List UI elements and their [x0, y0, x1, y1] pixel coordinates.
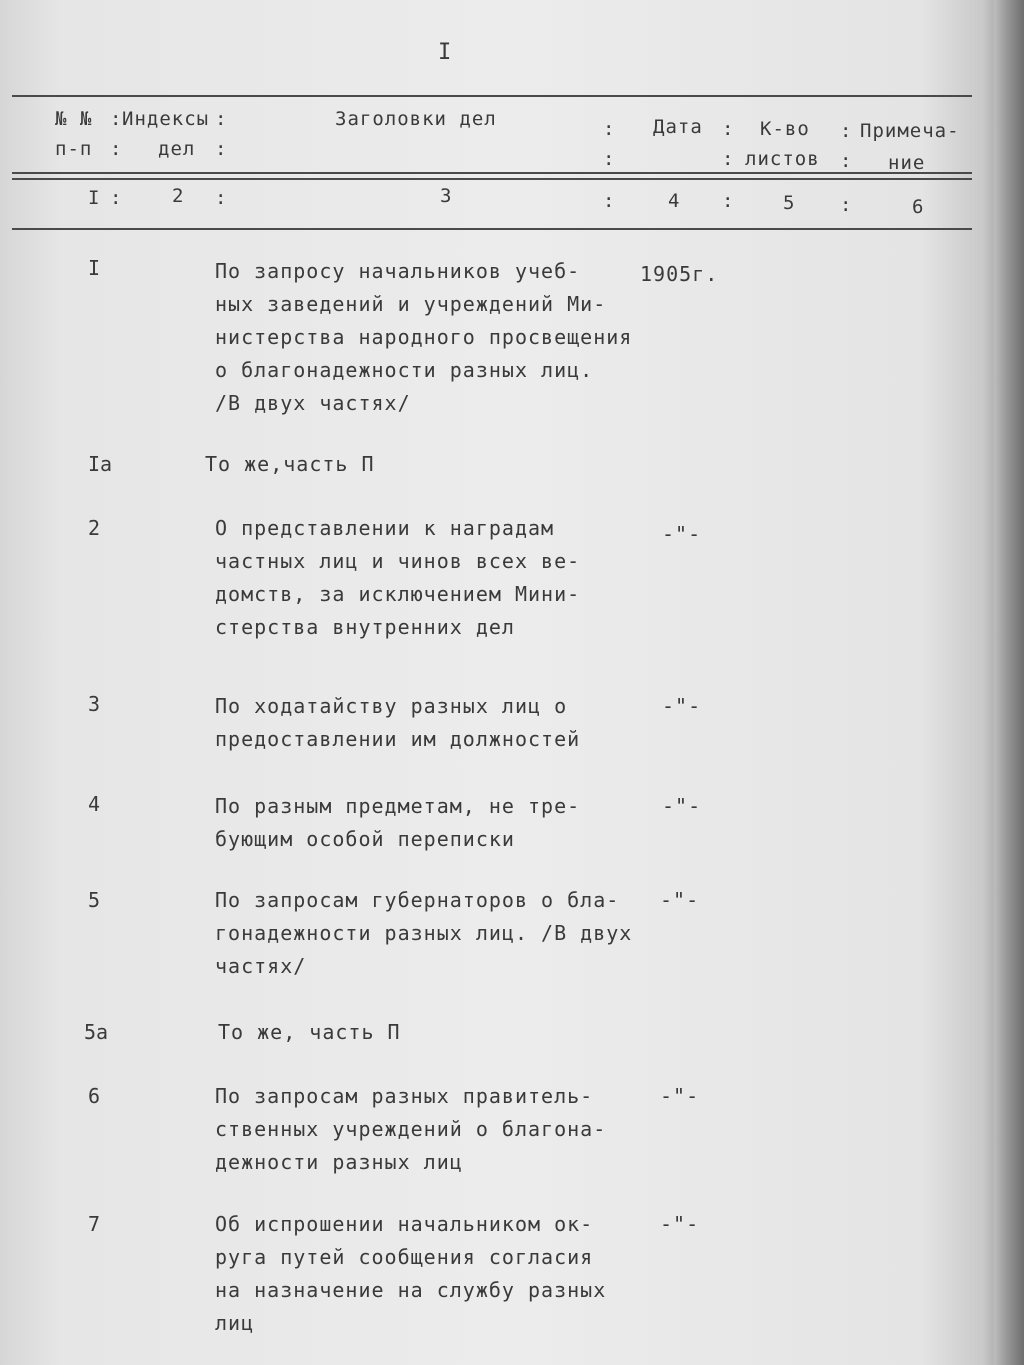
- row-title-line: на назначение на службу разных: [215, 1278, 607, 1302]
- header-sep: :: [603, 118, 616, 140]
- row-title-line: По запросам разных правитель-: [215, 1084, 594, 1108]
- header-col6-line1: Примеча-: [860, 120, 960, 142]
- header-sep: :: [722, 190, 735, 212]
- row-date: -"-: [660, 1212, 700, 1236]
- row-title-line: ных заведений и учреждений Ми-: [215, 292, 607, 316]
- row-title: [215, 690, 655, 756]
- row-title: [215, 512, 655, 644]
- header-colnum-4: 4: [668, 190, 681, 212]
- header-sep: :: [840, 150, 853, 172]
- header-colnum-5: 5: [783, 192, 796, 214]
- row-title-line: бующим особой переписки: [215, 827, 515, 851]
- row-number: 6: [88, 1084, 101, 1108]
- row-title-line: домств, за исключением Мини-: [215, 582, 581, 606]
- row-title: [215, 1208, 655, 1340]
- header-sep: :: [215, 187, 228, 209]
- header-sep: :: [215, 108, 228, 130]
- row-title: [215, 790, 655, 856]
- row-number: 5: [88, 888, 101, 912]
- header-colnum-1: I: [88, 187, 101, 209]
- header-col4: Дата: [653, 116, 703, 138]
- header-col2-line1: Индексы: [122, 108, 210, 130]
- header-sep: :: [603, 190, 616, 212]
- header-sep: :: [722, 118, 735, 140]
- row-title-line: /В двух частях/: [215, 391, 411, 415]
- row-title: [215, 1080, 655, 1179]
- row-number: Iа: [88, 452, 113, 476]
- row-date: -"-: [662, 794, 702, 818]
- header-colnum-2: 2: [172, 185, 185, 207]
- row-number: 7: [88, 1212, 101, 1236]
- header-col1-line1: № №: [55, 108, 93, 130]
- row-title-line: дежности разных лиц: [215, 1150, 463, 1174]
- header-bottom-rule: [12, 228, 972, 230]
- row-title-line: гонадежности разных лиц. /В двух: [215, 921, 633, 945]
- row-number: I: [88, 256, 101, 280]
- row-title-line: частных лиц и чинов всех ве-: [215, 549, 581, 573]
- row-date: -"-: [660, 1084, 700, 1108]
- row-title: [215, 255, 655, 420]
- row-title-line: То же,часть П: [205, 452, 375, 476]
- header-sep: :: [840, 120, 853, 142]
- row-date: 1905г.: [640, 262, 719, 286]
- row-title-line: предоставлении им должностей: [215, 727, 581, 751]
- row-title: [215, 884, 655, 983]
- row-number: 3: [88, 692, 101, 716]
- header-sep: :: [110, 108, 123, 130]
- page-number: I: [438, 40, 452, 65]
- row-title-line: По запросам губернаторов о бла-: [215, 888, 620, 912]
- header-mid-rule-2: [12, 178, 972, 180]
- row-title: [218, 1016, 658, 1049]
- row-title-line: По разным предметам, не тре-: [215, 794, 581, 818]
- header-col5-line2: листов: [745, 148, 820, 170]
- row-title-line: нистерства народного просвещения: [215, 325, 633, 349]
- row-date: -"-: [660, 888, 700, 912]
- row-title-line: о благонадежности разных лиц.: [215, 358, 594, 382]
- header-col5-line1: К-во: [760, 118, 810, 140]
- header-colnum-6: 6: [912, 196, 925, 218]
- header-col2-line2: дел: [158, 138, 196, 160]
- row-number: 2: [88, 516, 101, 540]
- row-title-line: частях/: [215, 954, 307, 978]
- row-number: 5а: [84, 1020, 109, 1044]
- header-top-rule: [12, 95, 972, 97]
- header-sep: :: [215, 138, 228, 160]
- header-sep: :: [722, 148, 735, 170]
- row-title-line: лиц: [215, 1311, 255, 1335]
- header-col1-line2: п-п: [55, 138, 93, 160]
- row-title-line: ственных учреждений о благона-: [215, 1117, 607, 1141]
- header-mid-rule: [12, 172, 972, 174]
- row-title-line: О представлении к наградам: [215, 516, 555, 540]
- row-number: 4: [88, 792, 101, 816]
- header-col6-line2: ние: [888, 152, 926, 174]
- row-title-line: То же, часть П: [218, 1020, 401, 1044]
- header-sep: :: [110, 138, 123, 160]
- row-title-line: Об испрошении начальником ок-: [215, 1212, 594, 1236]
- header-col3: Заголовки дел: [335, 108, 497, 130]
- row-title-line: стерства внутренних дел: [215, 615, 515, 639]
- header-sep: :: [840, 194, 853, 216]
- row-title-line: По запросу начальников учеб-: [215, 259, 581, 283]
- row-date: -"-: [662, 522, 702, 546]
- row-title-line: руга путей сообщения согласия: [215, 1245, 594, 1269]
- header-sep: :: [603, 148, 616, 170]
- page-edge-shadow: [994, 0, 1024, 1365]
- header-colnum-3: 3: [440, 185, 453, 207]
- row-title: [205, 448, 645, 481]
- row-date: -"-: [662, 694, 702, 718]
- header-sep: :: [110, 187, 123, 209]
- row-title-line: По ходатайству разных лиц о: [215, 694, 568, 718]
